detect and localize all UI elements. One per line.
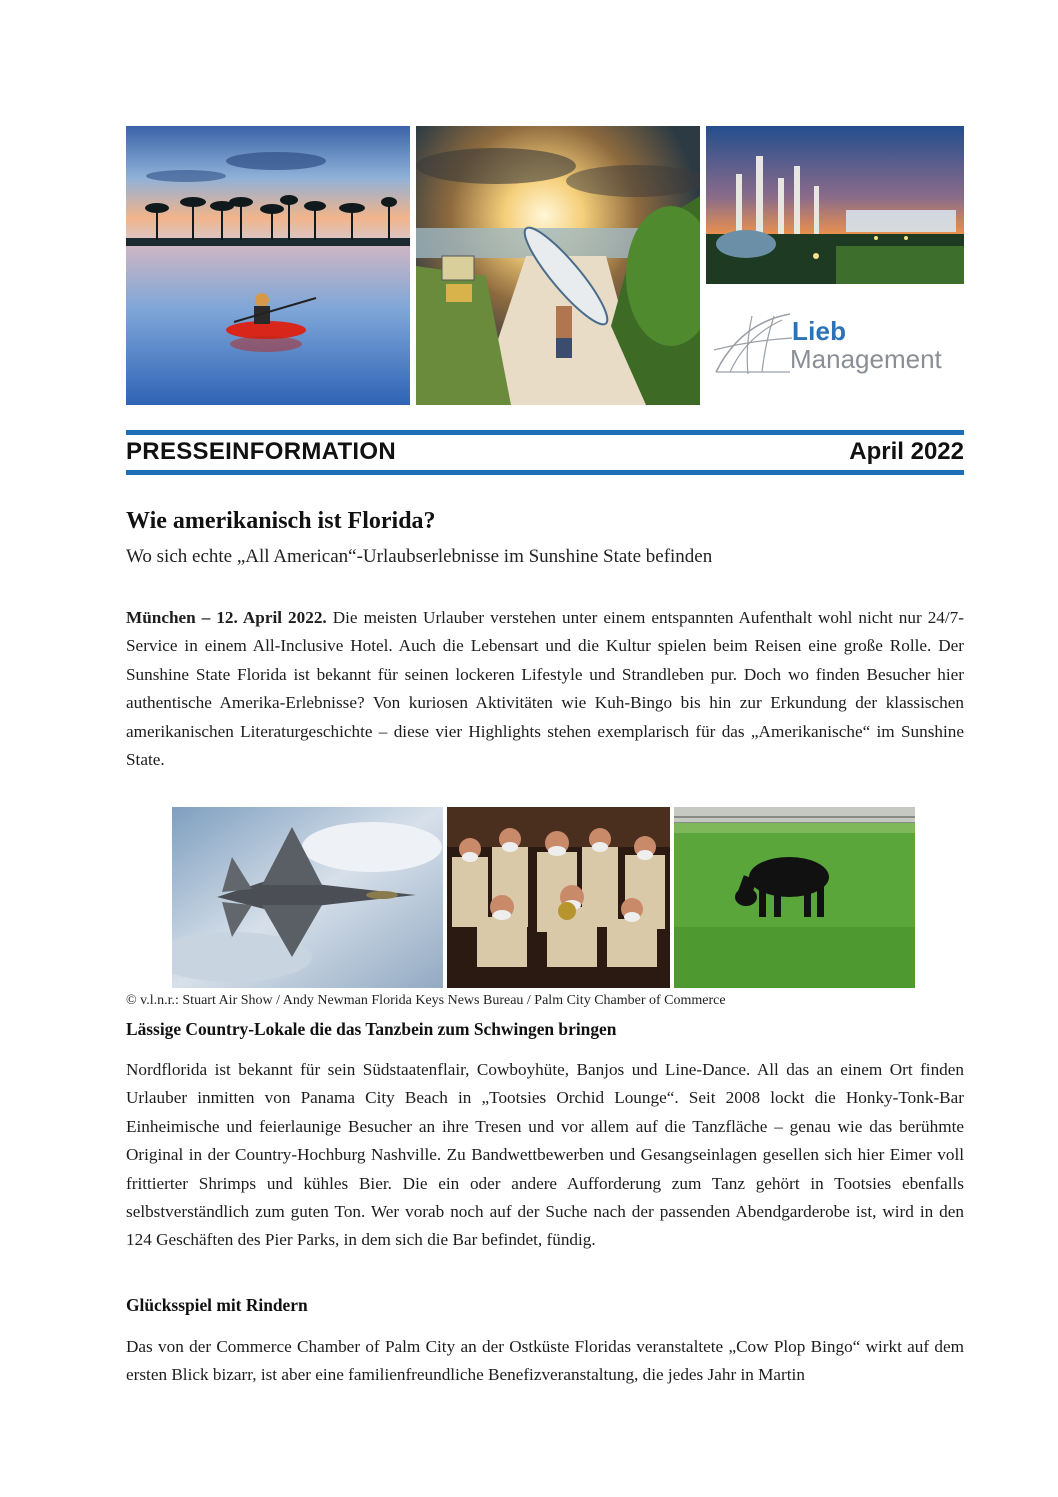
lieb-management-logo bbox=[712, 308, 964, 380]
photo-hemingway-lookalikes bbox=[447, 807, 670, 988]
subheadline: Wo sich echte „All American“-Urlaubserlebnisse im Sunshine State befinden bbox=[126, 546, 713, 567]
photo-surfer-beach bbox=[416, 126, 700, 405]
photo-kayak-sunset bbox=[126, 126, 410, 405]
globe-mark-icon bbox=[712, 310, 794, 376]
photo-jet-airshow bbox=[172, 807, 443, 988]
logo-text-management: Management bbox=[790, 344, 942, 374]
section-heading-country: Lässige Country-Lokale die das Tanzbein zum Schwingen bringen bbox=[126, 1019, 617, 1039]
photo-space-center bbox=[706, 126, 964, 284]
intro-text: Die meisten Urlauber verstehen unter einem entspannten Aufenthalt wohl nicht nur 24/7-Service in einem All-Inclusive Hotel. Auch die Lebensart und die Kultur spielen beim Reisen eine große Rolle. Der Sunshine State Florida ist bekannt für seinen lockeren Lifestyle und Strandleben pur. Doch wo finden Besucher hier authentische Amerika-Erlebnisse? Von kuriosen Aktivitäten wie Kuh-Bingo bis hin zur Erkundung der klassischen amerikanischen Literaturgeschichte – diese vier Highlights stehen exemplarisch für das „Amerikanische“ im Sunshine State. bbox=[126, 608, 964, 770]
header-rule-bottom bbox=[126, 470, 964, 475]
photo-cow-pasture bbox=[674, 807, 915, 988]
logo-text-lieb: Lieb bbox=[792, 316, 847, 346]
section-body-cow-bingo: Das von der Commerce Chamber of Palm City an der Ostküste Floridas veranstaltete „Cow Plop Bingo“ wirkt auf dem ersten Blick bizarr, ist aber eine familienfreundliche Benefizveranstaltung, die jedes Jahr in Martin bbox=[126, 1337, 964, 1385]
intro-paragraph bbox=[126, 604, 964, 774]
press-label: PRESSEINFORMATION bbox=[126, 438, 397, 465]
photo-credit: © v.l.n.r.: Stuart Air Show / Andy Newman Florida Keys News Bureau / Palm City Chamber of Commerce bbox=[126, 993, 726, 1008]
section-heading-cow-bingo: Glücksspiel mit Rindern bbox=[126, 1295, 308, 1315]
header-rule-top bbox=[126, 430, 964, 435]
headline: Wie amerikanisch ist Florida? bbox=[126, 508, 436, 534]
dateline: München – 12. April 2022. bbox=[126, 608, 327, 627]
section-body-country: Nordflorida ist bekannt für sein Südstaatenflair, Cowboyhüte, Banjos und Line-Dance. All das an einem Ort finden Urlauber inmitten von Panama City Beach in „Tootsies Orchid Lounge“. Seit 2008 lockt die Honky-Tonk-Bar Einheimische und feierlaunige Besucher an ihre Tresen und vor allem auf die Tanzfläche – genau wie das berühmte Original in der Country-Hochburg Nashville. Zu Bandwettbewerben und Gesangseinlagen gesellen sich hier Eimer voll frittierter Shrimps und kühles Bier. Die ein oder andere Aufforderung zum Tanz gehört in Tootsies ebenfalls selbstverständlich zum guten Ton. Wer vorab noch auf der Suche nach der passenden Abendgarderobe ist, wird in den 124 Geschäften des Pier Parks, in dem sich die Bar befindet, fündig. bbox=[126, 1060, 964, 1250]
press-date: April 2022 bbox=[849, 438, 964, 465]
